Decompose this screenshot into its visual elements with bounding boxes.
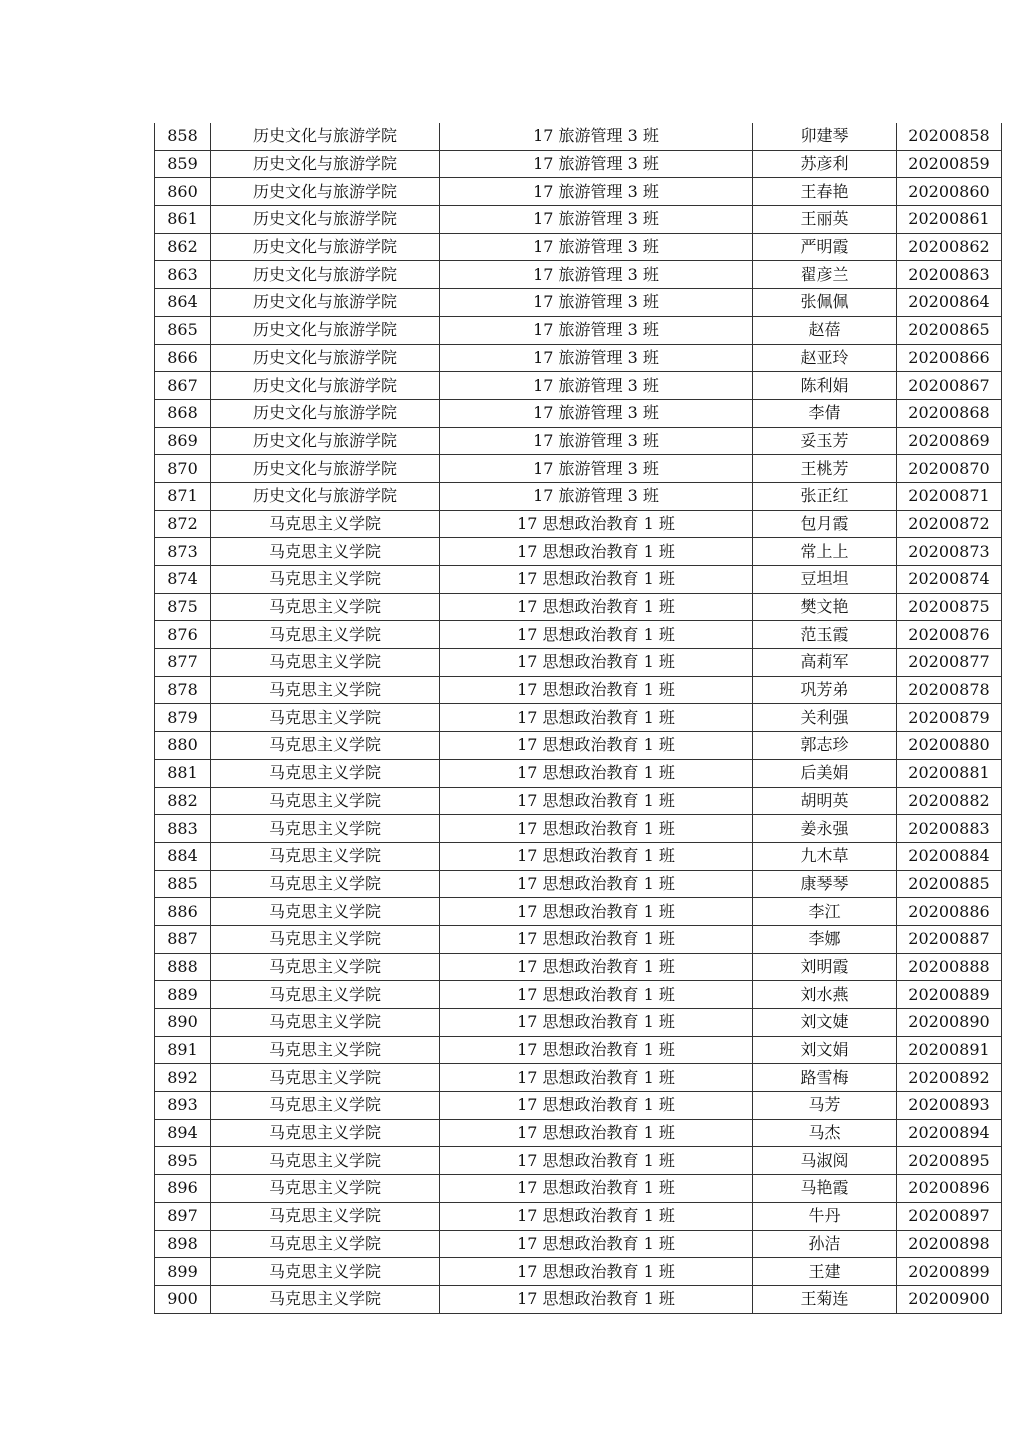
college-cell: 马克思主义学院: [211, 621, 440, 649]
college-cell: 马克思主义学院: [211, 898, 440, 926]
student-name-cell: 胡明英: [753, 787, 897, 815]
class-cell: 17 思想政治教育 1 班: [440, 981, 753, 1009]
row-number-cell: 889: [155, 981, 211, 1009]
table-row: [155, 1036, 1002, 1064]
class-cell: 17 旅游管理 3 班: [440, 206, 753, 234]
student-id-cell: 20200889: [897, 981, 1002, 1009]
student-name-cell: 陈利娟: [753, 372, 897, 400]
college-cell: 马克思主义学院: [211, 1285, 440, 1313]
college-cell: 历史文化与旅游学院: [211, 399, 440, 427]
table-row: [155, 455, 1002, 483]
college-cell: 历史文化与旅游学院: [211, 316, 440, 344]
student-id-cell: 20200865: [897, 316, 1002, 344]
class-cell: 17 思想政治教育 1 班: [440, 1258, 753, 1286]
class-cell: 17 思想政治教育 1 班: [440, 1064, 753, 1092]
roster-body: [155, 123, 1002, 1313]
table-row: [155, 123, 1002, 150]
row-number-cell: 897: [155, 1202, 211, 1230]
college-cell: 历史文化与旅游学院: [211, 455, 440, 483]
student-id-cell: 20200900: [897, 1285, 1002, 1313]
table-row: [155, 1092, 1002, 1120]
student-id-cell: 20200884: [897, 842, 1002, 870]
row-number-cell: 866: [155, 344, 211, 372]
student-id-cell: 20200893: [897, 1092, 1002, 1120]
class-cell: 17 旅游管理 3 班: [440, 150, 753, 178]
row-number-cell: 869: [155, 427, 211, 455]
college-cell: 马克思主义学院: [211, 1064, 440, 1092]
row-number-cell: 875: [155, 593, 211, 621]
college-cell: 马克思主义学院: [211, 676, 440, 704]
student-id-cell: 20200875: [897, 593, 1002, 621]
student-id-cell: 20200873: [897, 538, 1002, 566]
student-name-cell: 翟彦兰: [753, 261, 897, 289]
student-id-cell: 20200888: [897, 953, 1002, 981]
college-cell: 马克思主义学院: [211, 925, 440, 953]
class-cell: 17 旅游管理 3 班: [440, 123, 753, 150]
class-cell: 17 旅游管理 3 班: [440, 482, 753, 510]
table-row: [155, 953, 1002, 981]
table-row: [155, 787, 1002, 815]
student-id-cell: 20200894: [897, 1119, 1002, 1147]
college-cell: 历史文化与旅游学院: [211, 482, 440, 510]
college-cell: 马克思主义学院: [211, 1009, 440, 1037]
student-id-cell: 20200864: [897, 289, 1002, 317]
student-name-cell: 苏彦利: [753, 150, 897, 178]
student-name-cell: 后美娟: [753, 759, 897, 787]
row-number-cell: 890: [155, 1009, 211, 1037]
college-cell: 历史文化与旅游学院: [211, 289, 440, 317]
table-row: [155, 261, 1002, 289]
row-number-cell: 863: [155, 261, 211, 289]
student-id-cell: 20200885: [897, 870, 1002, 898]
row-number-cell: 871: [155, 482, 211, 510]
student-id-cell: 20200871: [897, 482, 1002, 510]
class-cell: 17 思想政治教育 1 班: [440, 1009, 753, 1037]
table-row: [155, 427, 1002, 455]
class-cell: 17 思想政治教育 1 班: [440, 1147, 753, 1175]
table-row: [155, 1009, 1002, 1037]
class-cell: 17 思想政治教育 1 班: [440, 538, 753, 566]
row-number-cell: 891: [155, 1036, 211, 1064]
student-name-cell: 王菊连: [753, 1285, 897, 1313]
student-name-cell: 妥玉芳: [753, 427, 897, 455]
student-name-cell: 范玉霞: [753, 621, 897, 649]
student-id-cell: 20200861: [897, 206, 1002, 234]
college-cell: 马克思主义学院: [211, 1092, 440, 1120]
row-number-cell: 858: [155, 123, 211, 150]
row-number-cell: 885: [155, 870, 211, 898]
student-name-cell: 牛丹: [753, 1202, 897, 1230]
table-row: [155, 150, 1002, 178]
class-cell: 17 旅游管理 3 班: [440, 261, 753, 289]
college-cell: 马克思主义学院: [211, 510, 440, 538]
row-number-cell: 894: [155, 1119, 211, 1147]
student-name-cell: 张正红: [753, 482, 897, 510]
row-number-cell: 877: [155, 649, 211, 677]
row-number-cell: 887: [155, 925, 211, 953]
row-number-cell: 888: [155, 953, 211, 981]
student-id-cell: 20200874: [897, 566, 1002, 594]
table-row: [155, 925, 1002, 953]
student-id-cell: 20200879: [897, 704, 1002, 732]
student-name-cell: 豆坦坦: [753, 566, 897, 594]
table-row: [155, 566, 1002, 594]
table-row: [155, 732, 1002, 760]
table-row: [155, 676, 1002, 704]
college-cell: 马克思主义学院: [211, 538, 440, 566]
student-id-cell: 20200866: [897, 344, 1002, 372]
student-name-cell: 李娜: [753, 925, 897, 953]
class-cell: 17 旅游管理 3 班: [440, 427, 753, 455]
table-row: [155, 1202, 1002, 1230]
row-number-cell: 878: [155, 676, 211, 704]
row-number-cell: 867: [155, 372, 211, 400]
row-number-cell: 893: [155, 1092, 211, 1120]
class-cell: 17 思想政治教育 1 班: [440, 704, 753, 732]
student-id-cell: 20200880: [897, 732, 1002, 760]
student-name-cell: 严明霞: [753, 233, 897, 261]
college-cell: 马克思主义学院: [211, 1147, 440, 1175]
college-cell: 马克思主义学院: [211, 787, 440, 815]
student-id-cell: 20200858: [897, 123, 1002, 150]
table-row: [155, 898, 1002, 926]
student-name-cell: 包月霞: [753, 510, 897, 538]
student-name-cell: 高莉军: [753, 649, 897, 677]
table-row: [155, 759, 1002, 787]
college-cell: 马克思主义学院: [211, 593, 440, 621]
college-cell: 马克思主义学院: [211, 981, 440, 1009]
college-cell: 历史文化与旅游学院: [211, 261, 440, 289]
row-number-cell: 882: [155, 787, 211, 815]
class-cell: 17 思想政治教育 1 班: [440, 842, 753, 870]
table-row: [155, 482, 1002, 510]
row-number-cell: 861: [155, 206, 211, 234]
student-id-cell: 20200891: [897, 1036, 1002, 1064]
student-name-cell: 关利强: [753, 704, 897, 732]
student-name-cell: 王建: [753, 1258, 897, 1286]
college-cell: 马克思主义学院: [211, 759, 440, 787]
row-number-cell: 883: [155, 815, 211, 843]
student-name-cell: 张佩佩: [753, 289, 897, 317]
college-cell: 历史文化与旅游学院: [211, 233, 440, 261]
student-id-cell: 20200895: [897, 1147, 1002, 1175]
student-name-cell: 九木草: [753, 842, 897, 870]
table-row: [155, 206, 1002, 234]
student-id-cell: 20200862: [897, 233, 1002, 261]
row-number-cell: 872: [155, 510, 211, 538]
row-number-cell: 892: [155, 1064, 211, 1092]
student-name-cell: 巩芳弟: [753, 676, 897, 704]
class-cell: 17 旅游管理 3 班: [440, 455, 753, 483]
student-id-cell: 20200869: [897, 427, 1002, 455]
student-id-cell: 20200867: [897, 372, 1002, 400]
student-id-cell: 20200872: [897, 510, 1002, 538]
student-name-cell: 王春艳: [753, 178, 897, 206]
class-cell: 17 思想政治教育 1 班: [440, 1175, 753, 1203]
student-id-cell: 20200881: [897, 759, 1002, 787]
student-id-cell: 20200868: [897, 399, 1002, 427]
student-name-cell: 赵蓓: [753, 316, 897, 344]
student-name-cell: 李倩: [753, 399, 897, 427]
student-id-cell: 20200882: [897, 787, 1002, 815]
table-row: [155, 870, 1002, 898]
student-name-cell: 王丽英: [753, 206, 897, 234]
student-id-cell: 20200859: [897, 150, 1002, 178]
student-id-cell: 20200899: [897, 1258, 1002, 1286]
row-number-cell: 881: [155, 759, 211, 787]
student-id-cell: 20200877: [897, 649, 1002, 677]
college-cell: 马克思主义学院: [211, 566, 440, 594]
student-id-cell: 20200860: [897, 178, 1002, 206]
college-cell: 历史文化与旅游学院: [211, 206, 440, 234]
row-number-cell: 874: [155, 566, 211, 594]
student-id-cell: 20200886: [897, 898, 1002, 926]
table-row: [155, 1147, 1002, 1175]
row-number-cell: 879: [155, 704, 211, 732]
student-name-cell: 刘文娟: [753, 1036, 897, 1064]
row-number-cell: 895: [155, 1147, 211, 1175]
college-cell: 马克思主义学院: [211, 649, 440, 677]
college-cell: 历史文化与旅游学院: [211, 123, 440, 150]
row-number-cell: 900: [155, 1285, 211, 1313]
table-row: [155, 1258, 1002, 1286]
class-cell: 17 思想政治教育 1 班: [440, 787, 753, 815]
student-name-cell: 刘文婕: [753, 1009, 897, 1037]
row-number-cell: 860: [155, 178, 211, 206]
table-row: [155, 344, 1002, 372]
college-cell: 马克思主义学院: [211, 1258, 440, 1286]
student-name-cell: 常上上: [753, 538, 897, 566]
student-name-cell: 姜永强: [753, 815, 897, 843]
table-row: [155, 178, 1002, 206]
class-cell: 17 思想政治教育 1 班: [440, 1119, 753, 1147]
table-row: [155, 372, 1002, 400]
row-number-cell: 870: [155, 455, 211, 483]
table-row: [155, 621, 1002, 649]
college-cell: 马克思主义学院: [211, 953, 440, 981]
student-name-cell: 王桃芳: [753, 455, 897, 483]
college-cell: 马克思主义学院: [211, 842, 440, 870]
college-cell: 马克思主义学院: [211, 1230, 440, 1258]
table-row: [155, 538, 1002, 566]
college-cell: 马克思主义学院: [211, 815, 440, 843]
table-row: [155, 1175, 1002, 1203]
student-id-cell: 20200898: [897, 1230, 1002, 1258]
student-name-cell: 赵亚玲: [753, 344, 897, 372]
college-cell: 马克思主义学院: [211, 1036, 440, 1064]
college-cell: 历史文化与旅游学院: [211, 344, 440, 372]
college-cell: 马克思主义学院: [211, 1202, 440, 1230]
class-cell: 17 旅游管理 3 班: [440, 344, 753, 372]
class-cell: 17 思想政治教育 1 班: [440, 1230, 753, 1258]
student-id-cell: 20200876: [897, 621, 1002, 649]
class-cell: 17 思想政治教育 1 班: [440, 1092, 753, 1120]
class-cell: 17 旅游管理 3 班: [440, 233, 753, 261]
row-number-cell: 899: [155, 1258, 211, 1286]
student-name-cell: 郭志珍: [753, 732, 897, 760]
student-id-cell: 20200887: [897, 925, 1002, 953]
student-id-cell: 20200890: [897, 1009, 1002, 1037]
table-row: [155, 593, 1002, 621]
student-name-cell: 孙洁: [753, 1230, 897, 1258]
student-id-cell: 20200878: [897, 676, 1002, 704]
student-name-cell: 康琴琴: [753, 870, 897, 898]
row-number-cell: 896: [155, 1175, 211, 1203]
class-cell: 17 思想政治教育 1 班: [440, 1202, 753, 1230]
student-name-cell: 刘明霞: [753, 953, 897, 981]
class-cell: 17 思想政治教育 1 班: [440, 1285, 753, 1313]
class-cell: 17 思想政治教育 1 班: [440, 621, 753, 649]
class-cell: 17 思想政治教育 1 班: [440, 732, 753, 760]
student-name-cell: 马芳: [753, 1092, 897, 1120]
student-id-cell: 20200897: [897, 1202, 1002, 1230]
row-number-cell: 873: [155, 538, 211, 566]
college-cell: 马克思主义学院: [211, 1119, 440, 1147]
student-name-cell: 李江: [753, 898, 897, 926]
class-cell: 17 思想政治教育 1 班: [440, 815, 753, 843]
student-name-cell: 马淑阅: [753, 1147, 897, 1175]
class-cell: 17 思想政治教育 1 班: [440, 925, 753, 953]
table-row: [155, 704, 1002, 732]
table-row: [155, 981, 1002, 1009]
table-row: [155, 316, 1002, 344]
student-id-cell: 20200896: [897, 1175, 1002, 1203]
table-row: [155, 1064, 1002, 1092]
college-cell: 历史文化与旅游学院: [211, 150, 440, 178]
table-row: [155, 399, 1002, 427]
table-row: [155, 649, 1002, 677]
table-row: [155, 289, 1002, 317]
class-cell: 17 思想政治教育 1 班: [440, 676, 753, 704]
college-cell: 历史文化与旅游学院: [211, 178, 440, 206]
college-cell: 历史文化与旅游学院: [211, 372, 440, 400]
table-row: [155, 815, 1002, 843]
table-row: [155, 510, 1002, 538]
table-row: [155, 1285, 1002, 1313]
class-cell: 17 思想政治教育 1 班: [440, 510, 753, 538]
student-name-cell: 樊文艳: [753, 593, 897, 621]
class-cell: 17 旅游管理 3 班: [440, 289, 753, 317]
college-cell: 马克思主义学院: [211, 732, 440, 760]
class-cell: 17 思想政治教育 1 班: [440, 953, 753, 981]
class-cell: 17 旅游管理 3 班: [440, 316, 753, 344]
row-number-cell: 886: [155, 898, 211, 926]
table-row: [155, 233, 1002, 261]
row-number-cell: 876: [155, 621, 211, 649]
class-cell: 17 旅游管理 3 班: [440, 178, 753, 206]
class-cell: 17 思想政治教育 1 班: [440, 649, 753, 677]
row-number-cell: 865: [155, 316, 211, 344]
college-cell: 马克思主义学院: [211, 870, 440, 898]
college-cell: 马克思主义学院: [211, 704, 440, 732]
student-roster-table: [154, 123, 1002, 1314]
row-number-cell: 862: [155, 233, 211, 261]
student-id-cell: 20200863: [897, 261, 1002, 289]
class-cell: 17 思想政治教育 1 班: [440, 1036, 753, 1064]
class-cell: 17 思想政治教育 1 班: [440, 566, 753, 594]
college-cell: 历史文化与旅游学院: [211, 427, 440, 455]
student-name-cell: 刘水燕: [753, 981, 897, 1009]
table-row: [155, 842, 1002, 870]
college-cell: 马克思主义学院: [211, 1175, 440, 1203]
class-cell: 17 旅游管理 3 班: [440, 372, 753, 400]
row-number-cell: 868: [155, 399, 211, 427]
row-number-cell: 884: [155, 842, 211, 870]
row-number-cell: 859: [155, 150, 211, 178]
row-number-cell: 864: [155, 289, 211, 317]
table-row: [155, 1230, 1002, 1258]
student-id-cell: 20200883: [897, 815, 1002, 843]
student-name-cell: 马艳霞: [753, 1175, 897, 1203]
student-name-cell: 马杰: [753, 1119, 897, 1147]
student-id-cell: 20200870: [897, 455, 1002, 483]
table-row: [155, 1119, 1002, 1147]
row-number-cell: 880: [155, 732, 211, 760]
row-number-cell: 898: [155, 1230, 211, 1258]
class-cell: 17 旅游管理 3 班: [440, 399, 753, 427]
student-name-cell: 卯建琴: [753, 123, 897, 150]
student-name-cell: 路雪梅: [753, 1064, 897, 1092]
class-cell: 17 思想政治教育 1 班: [440, 870, 753, 898]
student-id-cell: 20200892: [897, 1064, 1002, 1092]
class-cell: 17 思想政治教育 1 班: [440, 593, 753, 621]
class-cell: 17 思想政治教育 1 班: [440, 759, 753, 787]
class-cell: 17 思想政治教育 1 班: [440, 898, 753, 926]
